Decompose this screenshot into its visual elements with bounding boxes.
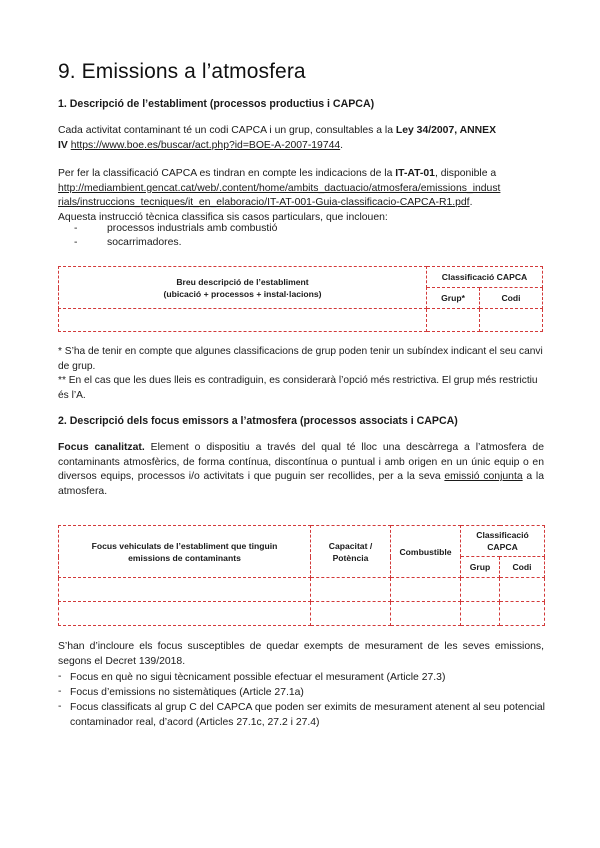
paragraph-exempt-focus: S’han d’incloure els focus susceptibles de quedar exempts de mesurament de les seves emissions, segons el Decret 139/2018. bbox=[58, 641, 544, 667]
list-item-text: socarrimadores. bbox=[107, 237, 182, 248]
list-dash: - bbox=[58, 686, 62, 697]
paragraph-text: Element o dispositiu a través del qual té lloc una descàrrega a l’atmosfera de contaminants atmosfèrics, de forma contínua, discontínua o puntual i amb origen en un únic equip o en diversos equips, processos i/o activitats i que puguin ser recollides, per a la seva bbox=[58, 442, 544, 483]
focus-description-header: Focus vehiculats de l’establiment que tinguin emissions de contaminants bbox=[59, 526, 311, 578]
section-1-title: 1. Descripció de l’establiment (processos productius i CAPCA) bbox=[58, 98, 375, 110]
page-title: 9. Emissions a l’atmosfera bbox=[58, 60, 306, 83]
bullet-dash: - bbox=[74, 223, 78, 234]
paragraph-capca-intro bbox=[58, 124, 544, 153]
link-line-1: http://mediambient.gencat.cat/web/.content/home/ambits_dactuacio/atmosfera/emissions_indust bbox=[58, 182, 501, 194]
footnote-2: ** En el cas que les dues lleis es contradiguin, es considerarà l’opció més restrictiva. El grup més restrictiu és l’A. bbox=[58, 375, 538, 401]
group-cell[interactable] bbox=[461, 602, 500, 626]
code-cell[interactable] bbox=[500, 578, 545, 602]
description-cell[interactable] bbox=[59, 309, 427, 332]
term-focus-canalitzat: Focus canalitzat. bbox=[58, 442, 145, 453]
bullet-dash: - bbox=[74, 237, 78, 248]
group-header: Grup bbox=[461, 557, 500, 578]
establishment-description-header: Breu descripció de l’establiment (ubicació + processos + instal·lacions) bbox=[59, 267, 427, 309]
section-2-title: 2. Descripció dels focus emissors a l’atmosfera (processos associats i CAPCA) bbox=[58, 415, 458, 427]
law-reference: Ley 34/2007, ANNEX bbox=[395, 125, 497, 136]
capca-classification-header: Classificació CAPCA bbox=[427, 267, 543, 288]
list-item: Focus d’emissions no sistemàtiques (Article 27.1a) bbox=[70, 687, 304, 698]
link-line-2: rials/instruccions_tecniques/it_en_elaboracio/IT-AT-001-Guia-classificacio-CAPCA-R1.pdf bbox=[58, 197, 470, 209]
fuel-cell[interactable] bbox=[391, 578, 461, 602]
paragraph-text: Cada activitat contaminant té un codi CAPCA i un grup, consultables a la bbox=[58, 125, 396, 136]
list-item-text: processos industrials amb combustió bbox=[107, 223, 278, 234]
fuel-cell[interactable] bbox=[391, 602, 461, 626]
paragraph-end: . bbox=[469, 197, 473, 209]
code-header: Codi bbox=[500, 557, 545, 578]
paragraph-focus-canalitzat bbox=[58, 441, 544, 500]
fuel-header: Combustible bbox=[391, 526, 461, 578]
paragraph-text: Per fer la classificació CAPCA es tindran en compte les indicacions de la bbox=[58, 168, 396, 179]
it-at-01-reference: IT-AT-01 bbox=[395, 168, 435, 179]
group-cell[interactable] bbox=[461, 578, 500, 602]
code-header: Codi bbox=[480, 288, 543, 309]
emission-focus-table bbox=[58, 525, 545, 626]
capca-classification-header: Classificació CAPCA bbox=[461, 526, 545, 557]
code-cell[interactable] bbox=[500, 602, 545, 626]
list-dash: - bbox=[58, 671, 62, 682]
paragraph-end: a la atmosfera. bbox=[58, 471, 544, 498]
paragraph-text: Aquesta instrucció tècnica classifica sis casos particulars, que inclouen: bbox=[58, 212, 388, 224]
underlined-term: emissió conjunta bbox=[444, 471, 523, 483]
establishment-table bbox=[58, 266, 543, 332]
list-dash: - bbox=[58, 701, 62, 712]
focus-cell[interactable] bbox=[59, 602, 311, 626]
annex-reference: IV bbox=[58, 139, 68, 151]
capacity-cell[interactable] bbox=[311, 578, 391, 602]
paragraph-it-at-01 bbox=[58, 167, 544, 226]
group-cell[interactable] bbox=[427, 309, 480, 332]
paragraph-end: . bbox=[340, 139, 344, 151]
list-item: Focus classificats al grup C del CAPCA que poden ser eximits de mesurament atenent al seu potencial contaminador real, d’acord (Articles 27.1c, 27.2 i 27.4) bbox=[70, 702, 545, 728]
focus-cell[interactable] bbox=[59, 578, 311, 602]
capacity-header: Capacitat / Potència bbox=[311, 526, 391, 578]
boe-link[interactable]: https://www.boe.es/buscar/act.php?id=BOE-A-2007-19744 bbox=[70, 139, 341, 151]
code-cell[interactable] bbox=[480, 309, 543, 332]
gencat-link[interactable] bbox=[58, 183, 500, 209]
group-header: Grup* bbox=[427, 288, 480, 309]
paragraph-text: , disponible a bbox=[434, 168, 497, 179]
capacity-cell[interactable] bbox=[311, 602, 391, 626]
list-item: Focus en què no sigui tècnicament possible efectuar el mesurament (Article 27.3) bbox=[70, 672, 446, 683]
footnote-1: * S’ha de tenir en compte que algunes classificacions de grup poden tenir un subíndex indicant el seu canvi de grup. bbox=[58, 346, 543, 372]
